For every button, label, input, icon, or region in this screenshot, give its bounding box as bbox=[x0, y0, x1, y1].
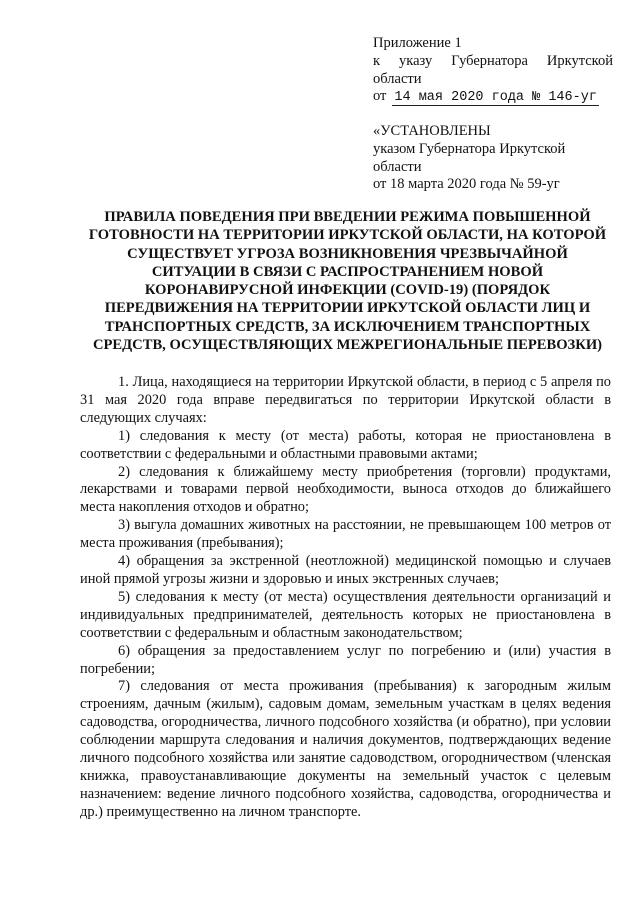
appendix-date-line bbox=[373, 88, 613, 107]
appendix-header bbox=[373, 35, 613, 107]
approved-line-1: «УСТАНОВЛЕНЫ bbox=[373, 123, 491, 139]
approved-block bbox=[373, 123, 623, 194]
paragraph-item-7: 7) следования от места проживания (пребывания) к загородным жилым строениям, дачным (жилым), садовым домам, земельным участкам в целях ведения садоводства, огородничества, личного подсобного хозяйства (и обратно), при условии соблюдении маршрута следования и наличия документов, подтверждающих ведение личного подсобного хозяйства или занятие садоводством, огородничеством (членская книжка, правоустанавливающие документы на земельный участок с целевым назначением: ведение личного подсобного хозяйства, садоводства, огородничества и др.) преимущественно на личном транспорте. bbox=[80, 678, 611, 820]
paragraph-item-6: 6) обращения за предоставлением услуг по погребению и (или) участия в погребении; bbox=[80, 642, 611, 677]
appendix-date-prefix: от bbox=[373, 88, 387, 105]
paragraph-item-1: 1) следования к месту (от места) работы, которая не приостановлена в соответствии с федеральными и областными правовыми актами; bbox=[80, 427, 611, 462]
paragraph-item-3: 3) выгула домашних животных на расстоянии, не превышающем 100 метров от места проживания (пребывания); bbox=[80, 517, 611, 552]
paragraph-1: 1. Лица, находящиеся на территории Иркутской области, в период с 5 апреля по 31 мая 2020 года вправе передвигаться по территории Иркутской области в следующих случаях: bbox=[80, 374, 611, 426]
paragraph-item-4: 4) обращения за экстренной (неотложной) медицинской помощью и случаев иной прямой угрозы жизни и здоровью и иных экстренных случаев; bbox=[80, 553, 611, 587]
document-body bbox=[80, 374, 611, 822]
appendix-line-3: области bbox=[373, 70, 422, 87]
approved-line-2: указом Губернатора Иркутской bbox=[373, 140, 566, 157]
appendix-line-1: Приложение 1 bbox=[373, 35, 462, 51]
appendix-line-2: к указу Губернатора Иркутской bbox=[373, 52, 613, 69]
approved-line-4: от 18 марта 2020 года № 59-уг bbox=[373, 176, 560, 193]
paragraph-item-5: 5) следования к месту (от места) осуществления деятельности организаций и индивидуальных предпринимателей, деятельность которых не приостановлена в соответствии с федеральным и областным законодательством; bbox=[80, 588, 611, 641]
approved-line-3: области bbox=[373, 158, 422, 175]
paragraph-item-2: 2) следования к ближайшему месту приобретения (торговли) продуктами, лекарствами и товарами первой необходимости, выноса отходов до ближайшего места накопления отходов и обратно; bbox=[80, 463, 611, 516]
date-number-stamp: 14 мая 2020 года № 146-уг bbox=[394, 90, 597, 106]
document-title: ПРАВИЛА ПОВЕДЕНИЯ ПРИ ВВЕДЕНИИ РЕЖИМА ПОВЫШЕННОЙ ГОТОВНОСТИ НА ТЕРРИТОРИИ ИРКУТСКОЙ ОБЛАСТИ, НА КОТОРОЙ СУЩЕСТВУЕТ УГРОЗА ВОЗНИКНОВЕНИЯ ЧРЕЗВЫЧАЙНОЙ СИТУАЦИИ В СВЯЗИ С РАСПРОСТРАНЕНИЕМ НОВОЙ КОРОНАВИРУСНОЙ ИНФЕКЦИИ (COVID-19) (ПОРЯДОК ПЕРЕДВИЖЕНИЯ НА ТЕРРИТОРИИ ИРКУТСКОЙ ОБЛАСТИ ЛИЦ И ТРАНСПОРТНЫХ СРЕДСТВ, ЗА ИСКЛЮЧЕНИЕМ ТРАНСПОРТНЫХ СРЕДСТВ, ОСУЩЕСТВЛЯЮЩИХ МЕЖРЕГИОНАЛЬНЫЕ ПЕРЕВОЗКИ) bbox=[88, 209, 607, 354]
